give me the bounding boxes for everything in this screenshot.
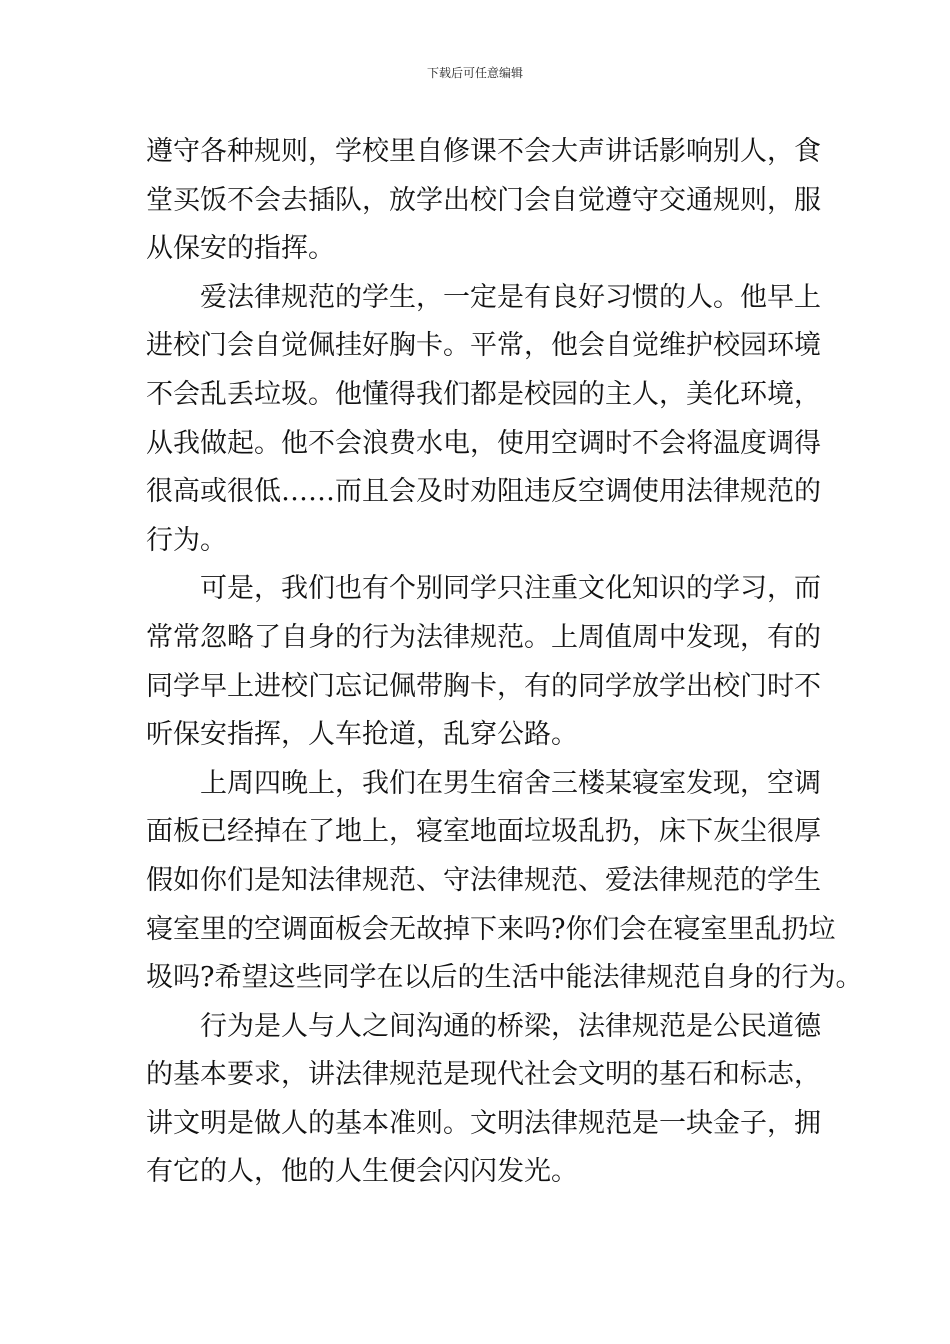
text-line: 不会乱丢垃圾。他懂得我们都是校园的主人，美化环境， xyxy=(146,378,821,410)
text-line: 有它的人，他的人生便会闪闪发光。 xyxy=(146,1156,578,1188)
text-line: 圾吗?希望这些同学在以后的生活中能法律规范自身的行为。 xyxy=(146,962,863,994)
paragraph xyxy=(146,274,826,566)
text-line: 从保安的指挥。 xyxy=(146,233,335,265)
page-header: 下载后可任意编辑 xyxy=(426,66,523,80)
text-line: 同学早上进校门忘记佩带胸卡，有的同学放学出校门时不 xyxy=(146,670,821,702)
paragraph xyxy=(146,760,863,1003)
text-line: 从我做起。他不会浪费水电，使用空调时不会将温度调得 xyxy=(146,427,821,459)
text-line: 假如你们是知法律规范、守法律规范、爱法律规范的学生 xyxy=(146,864,821,896)
text-line: 上周四晚上，我们在男生宿舍三楼某寝室发现，空调 xyxy=(200,767,821,799)
paragraph xyxy=(146,1003,826,1197)
text-line: 面板已经掉在了地上，寝室地面垃圾乱扔，床下灰尘很厚 xyxy=(146,816,821,848)
text-line: 爱法律规范的学生，一定是有良好习惯的人。他早上 xyxy=(200,281,821,313)
text-line: 的基本要求，讲法律规范是现代社会文明的基石和标志， xyxy=(146,1059,821,1091)
text-line: 听保安指挥，人车抢道，乱穿公路。 xyxy=(146,719,578,751)
text-line: 可是，我们也有个别同学只注重文化知识的学习，而 xyxy=(200,573,821,605)
text-line: 讲文明是做人的基本准则。文明法律规范是一块金子，拥 xyxy=(146,1107,821,1139)
text-line: 行为。 xyxy=(146,524,227,556)
text-line: 常常忽略了自身的行为法律规范。上周值周中发现，有的 xyxy=(146,621,821,653)
text-line: 行为是人与人之间沟通的桥梁，法律规范是公民道德 xyxy=(200,1010,821,1042)
document-body xyxy=(146,128,863,1197)
text-line: 堂买饭不会去插队，放学出校门会自觉遵守交通规则，服 xyxy=(146,184,821,216)
text-line: 很高或很低……而且会及时劝阻违反空调使用法律规范的 xyxy=(146,476,821,508)
text-line: 遵守各种规则，学校里自修课不会大声讲话影响别人，食 xyxy=(146,136,821,167)
paragraph xyxy=(146,565,826,759)
paragraph xyxy=(146,128,826,274)
text-line: 寝室里的空调面板会无故掉下来吗?你们会在寝室里乱扔垃 xyxy=(146,913,836,945)
text-line: 进校门会自觉佩挂好胸卡。平常，他会自觉维护校园环境 xyxy=(146,330,821,362)
